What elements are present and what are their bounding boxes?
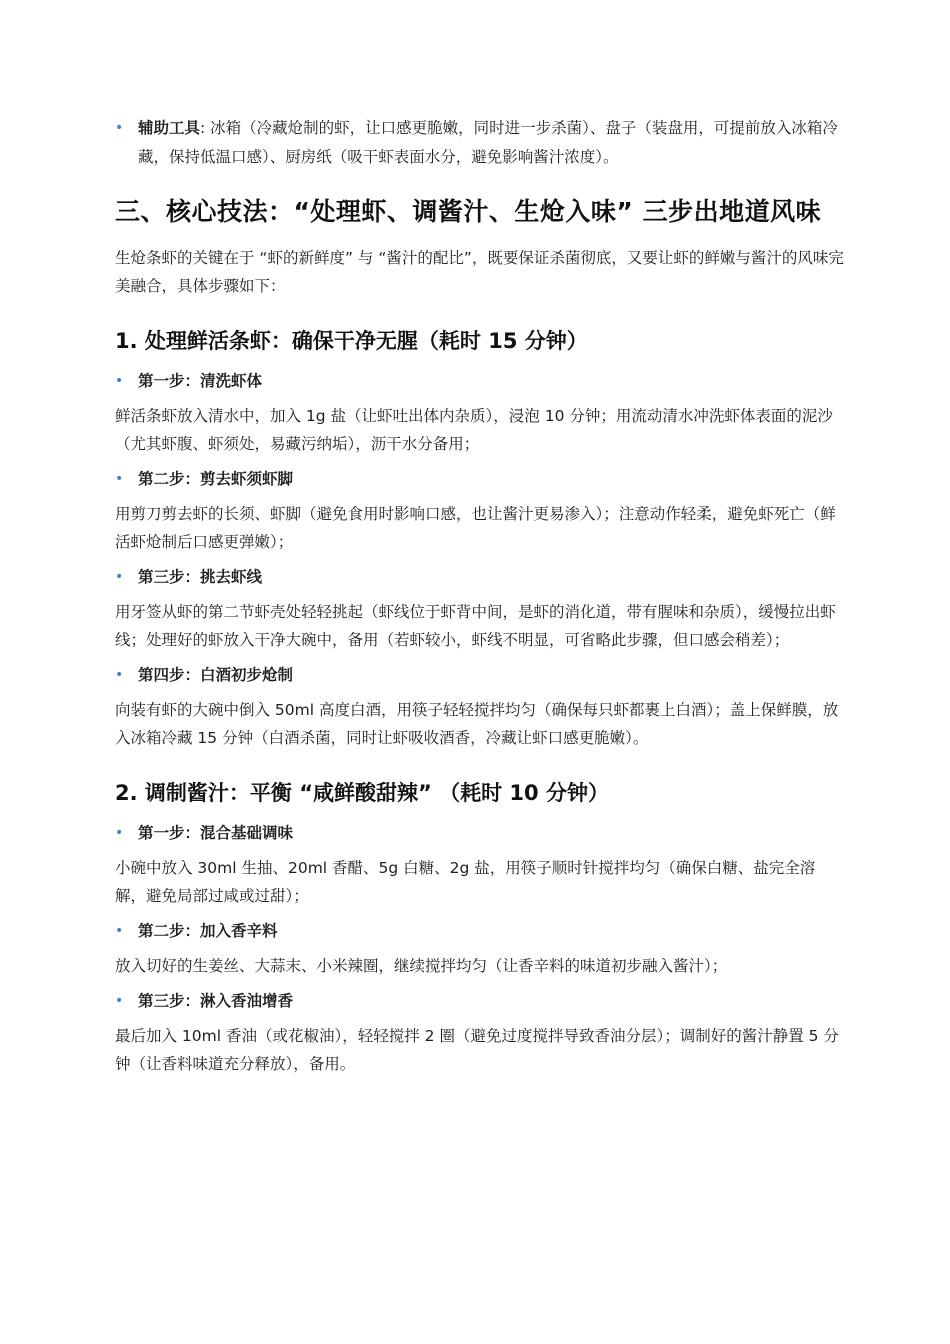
tools-text: : 冰箱（冷藏炝制的虾，让口感更脆嫩，同时进一步杀菌）、盘子（装盘用，可提前放入冰箱冷藏，保持低温口感）、厨房纸（吸干虾表面水分，避免影响酱汁浓度）。 [138, 119, 838, 166]
part1-step1-label: • 第一步：清洗虾体 [115, 368, 845, 394]
tools-bullet [115, 114, 845, 172]
bullet-dot-icon: • [115, 569, 124, 585]
part2-step1-label: • 第一步：混合基础调味 [115, 820, 845, 846]
section3-intro: 生炝条虾的关键在于 “虾的新鲜度” 与 “酱汁的配比”，既要保证杀菌彻底，又要让虾的鲜嫩与酱汁的风味完美融合，具体步骤如下： [115, 249, 844, 295]
tools-label: 辅助工具 [138, 119, 201, 137]
bullet-dot-icon: • [115, 120, 124, 136]
document-page [115, 114, 845, 1086]
part2-step2-label: • 第二步：加入香辛料 [115, 918, 845, 944]
bullet-dot-icon: • [115, 373, 124, 389]
part1-step3-text: 用牙签从虾的第二节虾壳处轻轻挑起（虾线位于虾背中间，是虾的消化道，带有腥味和杂质），缓慢拉出虾线；处理好的虾放入干净大碗中，备用（若虾较小，虾线不明显，可省略此步骤，但口感会稍差）； [115, 603, 836, 649]
bullet-dot-icon: • [115, 667, 124, 683]
part1-step2-text: 用剪刀剪去虾的长须、虾脚（避免食用时影响口感，也让酱汁更易渗入）；注意动作轻柔，避免虾死亡（鲜活虾炝制后口感更弹嫩）； [115, 505, 836, 551]
part1-step1-text: 鲜活条虾放入清水中，加入 1g 盐（让虾吐出体内杂质），浸泡 10 分钟；用流动清水冲洗虾体表面的泥沙（尤其虾腹、虾须处，易藏污纳垢），沥干水分备用； [115, 407, 833, 453]
part1-step4-text: 向装有虾的大碗中倒入 50ml 高度白酒，用筷子轻轻搅拌均匀（确保每只虾都裹上白酒）；盖上保鲜膜，放入冰箱冷藏 15 分钟（白酒杀菌，同时让虾吸收酒香，冷藏让虾口感更脆嫩）。 [115, 701, 839, 747]
bullet-dot-icon: • [115, 825, 124, 841]
part2-step2-text: 放入切好的生姜丝、大蒜末、小米辣圈，继续搅拌均匀（让香辛料的味道初步融入酱汁）； [115, 957, 728, 975]
part2-title: 2. 调制酱汁：平衡 “咸鲜酸甜辣” （耗时 10 分钟） [115, 781, 609, 805]
bullet-dot-icon: • [115, 923, 124, 939]
part1-step2-label: • 第二步：剪去虾须虾脚 [115, 466, 845, 492]
part2-step1-text: 小碗中放入 30ml 生抽、20ml 香醋、5g 白糖、2g 盐，用筷子顺时针搅拌均匀（确保白糖、盐完全溶解，避免局部过咸或过甜）； [115, 859, 816, 905]
part1-step3-label: • 第三步：挑去虾线 [115, 564, 845, 590]
section3-title: 三、核心技法：“处理虾、调酱汁、生炝入味” 三步出地道风味 [115, 197, 822, 226]
part2-step3-label: • 第三步：淋入香油增香 [115, 988, 845, 1014]
bullet-dot-icon: • [115, 993, 124, 1009]
part1-step4-label: • 第四步：白酒初步炝制 [115, 662, 845, 688]
bullet-dot-icon: • [115, 471, 124, 487]
part1-title: 1. 处理鲜活条虾：确保干净无腥（耗时 15 分钟） [115, 329, 588, 353]
part2-step3-text: 最后加入 10ml 香油（或花椒油），轻轻搅拌 2 圈（避免过度搅拌导致香油分层）；调制好的酱汁静置 5 分钟（让香料味道充分释放），备用。 [115, 1027, 839, 1073]
